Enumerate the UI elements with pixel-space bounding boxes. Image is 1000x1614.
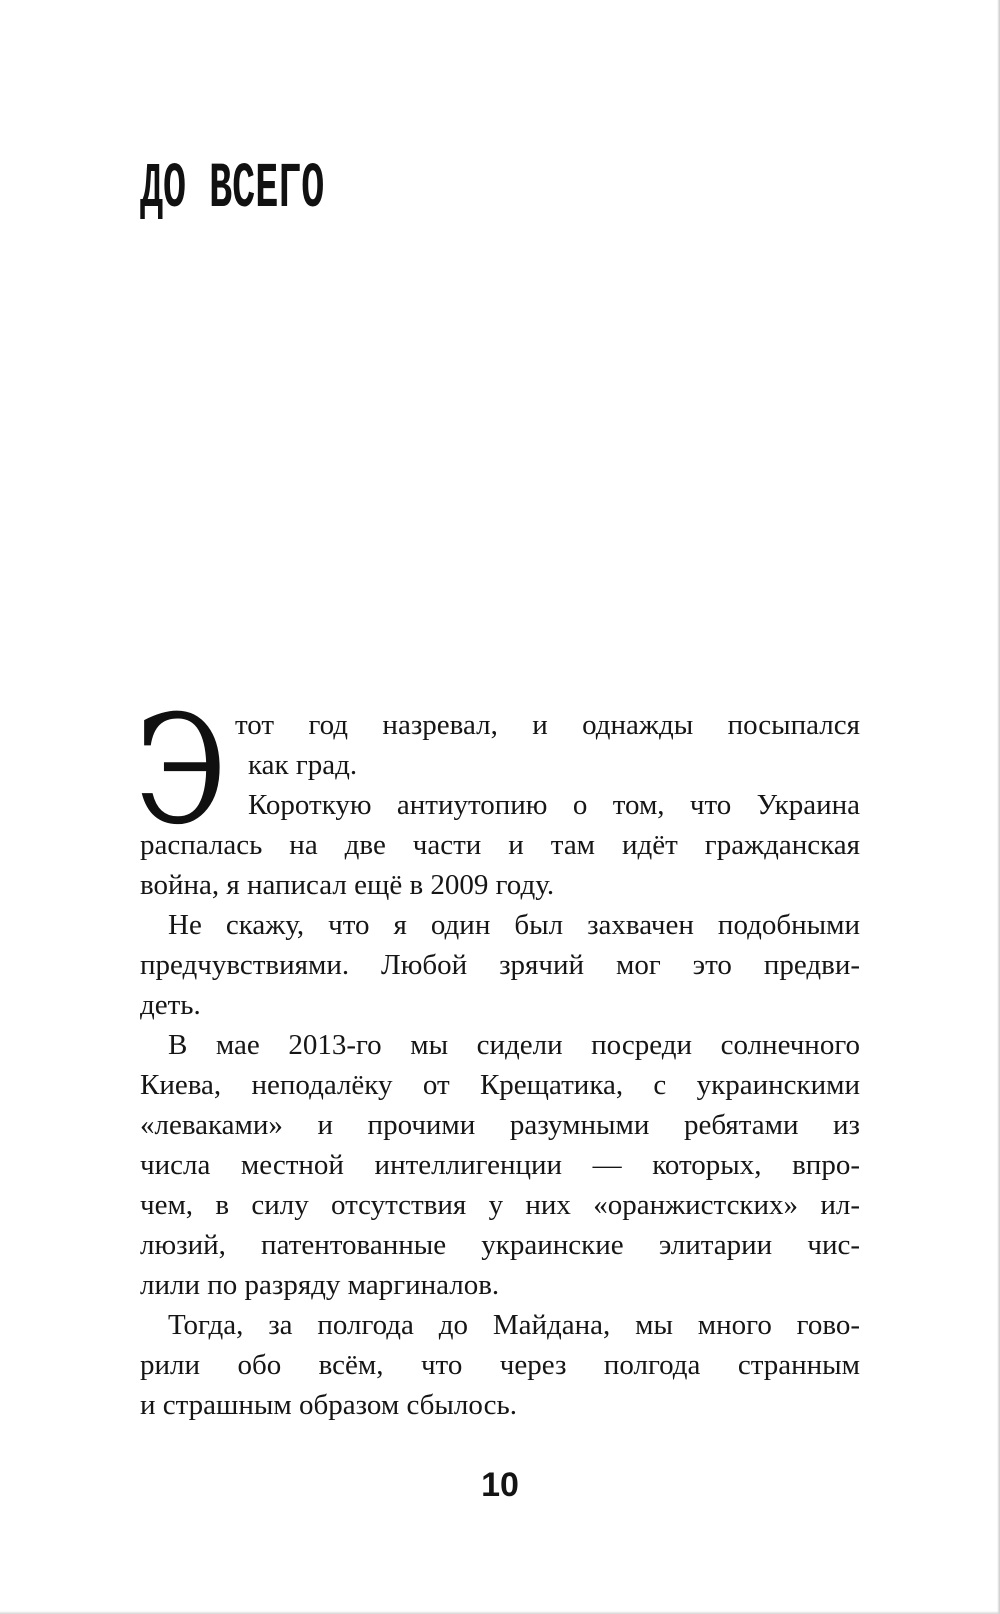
body-text-lines [140, 705, 860, 1425]
text-line: распалась на две части и там идёт гражданская [140, 829, 860, 861]
chapter-title: ДО ВСЕГО [140, 154, 325, 226]
text-line: Тогда, за полгода до Майдана, мы много гово- [168, 1309, 860, 1341]
text-line: как град. [248, 749, 358, 781]
text-line: «леваками» и прочими разумными ребятами из [140, 1109, 860, 1141]
text-line: чем, в силу отсутствия у них «оранжистских» ил- [140, 1189, 860, 1221]
text-line: Не скажу, что я один был захвачен подобными [168, 909, 860, 941]
text-line: война, я написал ещё в 2009 году. [140, 869, 555, 901]
text-line: тот год назревал, и однажды посыпался [235, 709, 860, 741]
text-line: и страшным образом сбылось. [140, 1389, 517, 1421]
drop-cap: Э [135, 684, 227, 858]
text-line: числа местной интеллигенции — которых, впро- [140, 1149, 860, 1181]
text-line: рили обо всём, что через полгода странным [140, 1349, 860, 1381]
text-line: предчувствиями. Любой зрячий мог это предви- [140, 949, 860, 981]
text-line: Киева, неподалёку от Крещатика, с украинскими [140, 1069, 860, 1101]
text-line: люзий, патентованные украинские элитарии чис- [140, 1229, 860, 1261]
text-line: В мае 2013-го мы сидели посреди солнечного [168, 1029, 860, 1061]
text-line: деть. [140, 989, 201, 1021]
text-line: Короткую антиутопию о том, что Украина [248, 789, 860, 821]
page-number: 10 [481, 1466, 519, 1504]
text-line: лили по разряду маргиналов. [140, 1269, 500, 1301]
body-text [135, 684, 860, 1425]
